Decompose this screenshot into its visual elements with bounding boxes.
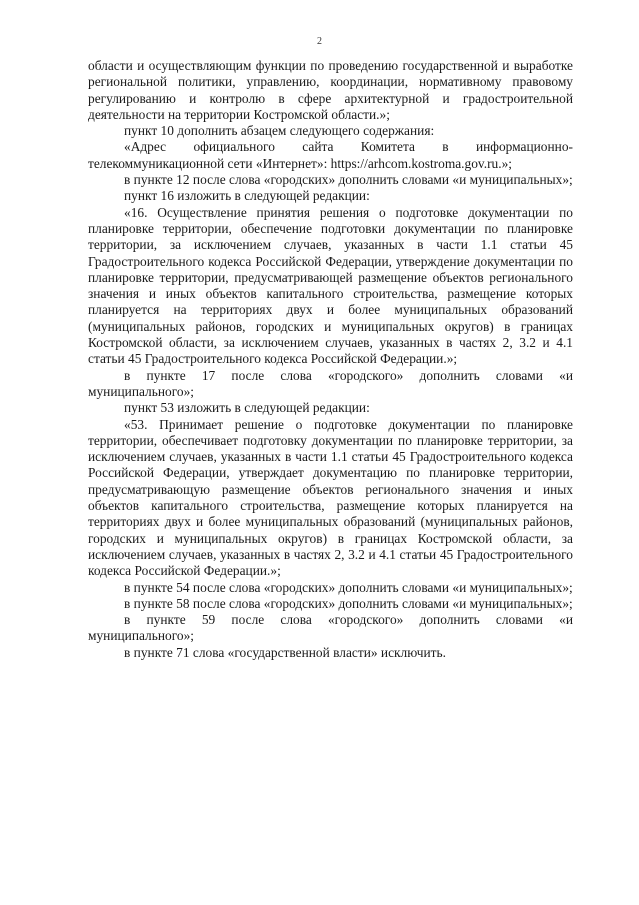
paragraph-item-54: в пункте 54 после слова «городских» дополнить словами «и муниципальных»; bbox=[124, 579, 573, 595]
paragraph-item-53-text: «53. Принимает решение о подготовке документации по планировке территории, обеспечивает подготовку документации по планировке территории, за исключением случаев, указанных в части 1.1 статьи 45 Градостроительного кодекса Российской Федерации, утверждает документацию по планировке территории, предусматривающую размещение объектов регионального значения и иных объектов капитального строительства, размещение которых планируется на территориях двух и более муниципальных образований (муниципальных районов, городских и муниципальных округов) в границах Костромской области, за исключением случаев, указанных в частях 2, 3.2 и 4.1 статьи 45 Градостроительного кодекса Российской Федерации.»; bbox=[88, 416, 573, 579]
document-body bbox=[88, 58, 573, 661]
paragraph-item-53: пункт 53 изложить в следующей редакции: bbox=[124, 400, 370, 416]
paragraph-item-71: в пункте 71 слова «государственной власти» исключить. bbox=[124, 644, 446, 660]
paragraph-item-16: пункт 16 изложить в следующей редакции: bbox=[124, 188, 370, 204]
paragraph-item-12: в пункте 12 после слова «городских» дополнить словами «и муниципальных»; bbox=[124, 172, 573, 188]
paragraph-item-17: в пункте 17 после слова «городского» дополнить словами «и муниципального»; bbox=[88, 367, 573, 399]
page-number: 2 bbox=[317, 36, 322, 47]
paragraph-item-16-text: «16. Осуществление принятия решения о подготовке документации по планировке территории, обеспечение подготовки документации по планировке территории, за исключением случаев, указанных в части 1.1 статьи 45 Градостроительного кодекса Российской Федерации, утверждение документации по планировке территории, предусматривающей размещение объектов регионального значения и иных объектов капитального строительства, размещение которых планируется на территориях двух и более муниципальных образований (муниципальных районов, городских и муниципальных округов) в границах Костромской области, за исключением случаев, указанных в частях 2, 3.2 и 4.1 статьи 45 Градостроительного кодекса Российской Федерации.»; bbox=[88, 204, 573, 367]
paragraph-website-address: «Адрес официального сайта Комитета в информационно-телекоммуникационной сети «Интернет»: https://arhcom.kostroma.gov.ru.»; bbox=[88, 139, 573, 171]
paragraph-item-59: в пункте 59 после слова «городского» дополнить словами «и муниципального»; bbox=[88, 612, 573, 644]
paragraph-item-58: в пункте 58 после слова «городских» дополнить словами «и муниципальных»; bbox=[124, 595, 573, 611]
paragraph-item-10: пункт 10 дополнить абзацем следующего содержания: bbox=[124, 123, 435, 139]
paragraph-continuation: области и осуществляющим функции по проведению государственной и выработке региональной политики, управлению, координации, нормативному правовому регулированию и контролю в сфере архитектурной и градостроительной деятельности на территории Костромской области.»; bbox=[88, 58, 573, 122]
